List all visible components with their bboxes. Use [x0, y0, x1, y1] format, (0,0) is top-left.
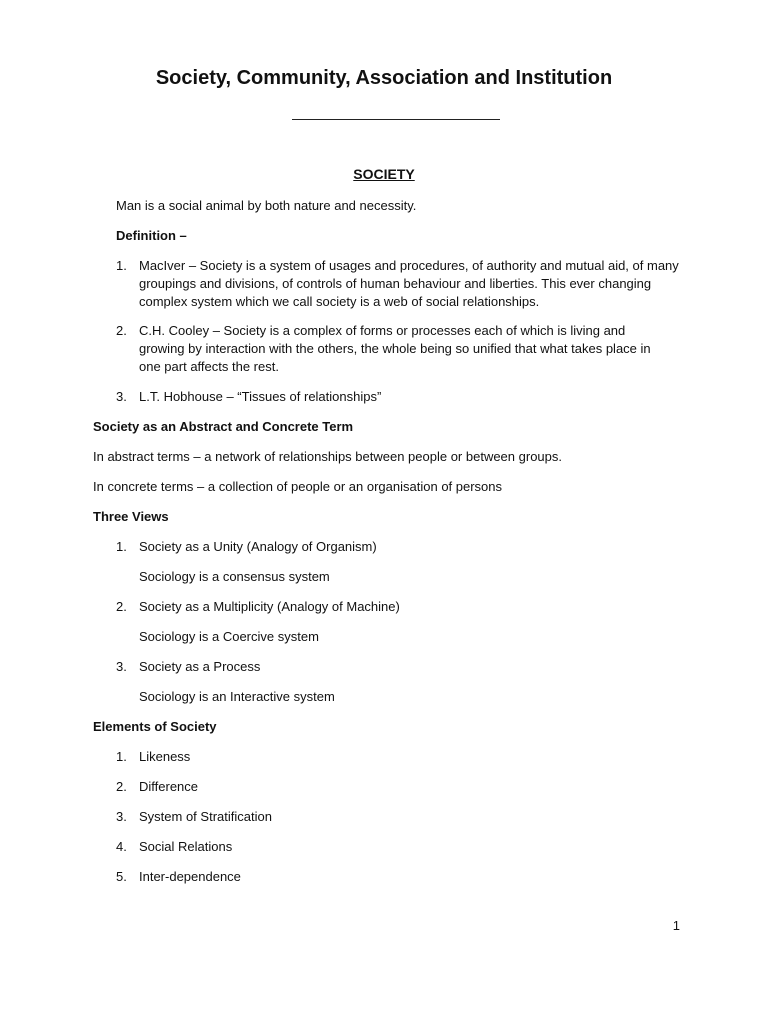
element-item: System of Stratification	[139, 809, 272, 824]
definition-item: C.H. Cooley – Society is a complex of forms or processes each of which is living and growing by interaction with the others, the whole being so unified that what takes place in one part affects the rest.	[139, 323, 651, 374]
definition-number: 3.	[116, 389, 127, 404]
definition-label: Definition –	[116, 228, 187, 243]
definition-item: L.T. Hobhouse – “Tissues of relationships”	[139, 389, 382, 404]
definition-item: MacIver – Society is a system of usages and procedures, of authority and mutual aid, of many groupings and divisions, of controls of human behaviour and liberties. This ever changing complex system which we call society is a web of social relationships.	[139, 258, 679, 309]
definition-number: 2.	[116, 323, 127, 338]
view-item: Society as a Process	[139, 659, 261, 674]
abstract-text: In abstract terms – a network of relationships between people or between groups.	[93, 449, 562, 464]
element-item: Social Relations	[139, 839, 233, 854]
definition-number: 1.	[116, 258, 127, 273]
view-subtext: Sociology is an Interactive system	[139, 689, 335, 704]
page-number: 1	[672, 918, 680, 933]
view-item: Society as a Unity (Analogy of Organism)	[139, 539, 377, 554]
abstract-concrete-heading: Society as an Abstract and Concrete Term	[93, 419, 354, 434]
element-item: Difference	[139, 779, 199, 794]
element-number: 1.	[116, 749, 127, 764]
document-title: Society, Community, Association and Institution	[155, 67, 613, 89]
view-item: Society as a Multiplicity (Analogy of Machine)	[139, 599, 400, 614]
view-subtext: Sociology is a Coercive system	[139, 629, 319, 644]
intro-text: Man is a social animal by both nature and necessity.	[116, 198, 417, 213]
view-number: 1.	[116, 539, 127, 554]
elements-heading: Elements of Society	[93, 719, 217, 734]
element-number: 5.	[116, 869, 127, 884]
three-views-heading: Three Views	[93, 509, 169, 524]
section-heading: SOCIETY	[353, 166, 415, 182]
element-number: 3.	[116, 809, 127, 824]
element-number: 2.	[116, 779, 127, 794]
concrete-text: In concrete terms – a collection of people or an organisation of persons	[93, 479, 503, 494]
element-number: 4.	[116, 839, 127, 854]
view-subtext: Sociology is a consensus system	[139, 569, 330, 584]
title-underline-rule	[292, 119, 500, 120]
element-item: Likeness	[139, 749, 191, 764]
view-number: 3.	[116, 659, 127, 674]
element-item: Inter-dependence	[139, 869, 241, 884]
view-number: 2.	[116, 599, 127, 614]
